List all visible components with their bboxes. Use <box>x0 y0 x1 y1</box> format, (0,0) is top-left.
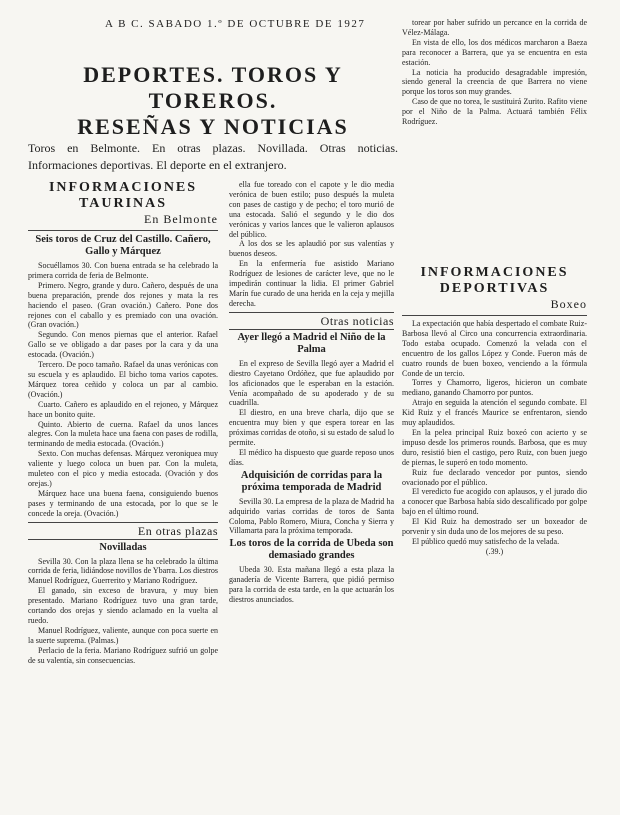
section-subtitle: En Belmonte <box>144 212 218 226</box>
article-headline: Los toros de la corrida de Ubeda son demasiado grandes <box>229 538 394 562</box>
section-box-heading: En otras plazas <box>28 522 218 540</box>
article-paragraph: ella fue toreado con el capote y le dio media verónica de buen estilo; puso después la muleta con pases de castigo y de pecho; el toro murió de una estocada. Salió el segundo y le dio dos verónicas y varios lances que le valieron aplausos del público. <box>229 180 394 239</box>
article-paragraph: En la pelea principal Ruiz boxeó con acierto y se impuso desde los primeros rounds. Barbosa, que es muy duro, resistió bien el castigo, pero Ruiz, con buen juego de piernas, le superó en todo momento. <box>402 427 587 467</box>
column-3-top <box>402 18 587 154</box>
article-headline: Seis toros de Cruz del Castillo. Cañero, Gallo y Márquez <box>35 234 211 257</box>
section-title: INFORMACIONES <box>420 265 569 280</box>
section-title: TAURINAS <box>78 196 168 211</box>
article-paragraph: Perlacio de la feria. Mariano Rodríguez sufrió un golpe de su valentía, sin consecuencias. <box>28 645 218 665</box>
article-paragraph: En el expreso de Sevilla llegó ayer a Madrid el diestro Cayetano Ordóñez, que fue aplaudido por los aficionados que le esperaban en la estación. Venía acompañado de su apoderado y de su cuadrilla. <box>229 358 394 408</box>
article-paragraph: El diestro, en una breve charla, dijo que se encuentra muy bien y que espera torear en las próximas corridas de otoño, si su estado de salud lo permite. <box>229 408 394 448</box>
column-3-bottom <box>402 265 587 800</box>
masthead: A B C. SABADO 1.º DE OCTUBRE DE 1927 <box>105 18 366 30</box>
column-2 <box>229 180 394 800</box>
article-paragraph: El Kid Ruiz ha demostrado ser un boxeador de porvenir y sin duda uno de los mejores de su peso. <box>402 517 587 537</box>
article-paragraph: El público quedó muy satisfecho de la velada. <box>412 536 560 546</box>
article-paragraph: En vista de ello, los dos médicos marcharon a Baeza para reconocer a Barrera, que ya se encuentra en esta estación. <box>402 37 587 67</box>
article-paragraph: Primero. Negro, grande y duro. Cañero, después de una buena preparación, prende dos rejones y mata la res haciendo el paseo. (Gran ovación.) Cañero. Pone dos rejones con el caballo y es premiado con una ovación. (Gran ovación.) <box>28 280 218 330</box>
article-paragraph: Manuel Rodríguez, valiente, aunque con poca suerte en la suerte suprema. (Palmas.) <box>28 625 218 645</box>
article-paragraph: torear por haber sufrido un percance en la corrida de Vélez-Málaga. <box>402 18 587 37</box>
divider <box>28 230 218 231</box>
article-paragraph: Atrajo en seguida la atención el segundo combate. El Kid Ruiz y el francés Maurice se enfrentaron, siendo muy aplaudidos. <box>402 398 587 428</box>
article-paragraph: Sevilla 30. La empresa de la plaza de Madrid ha adquirido varias corridas de toros de Santa Coloma, Pablo Romero, Miura, Concha y Sierra y Villamarta para la próxima temporada. <box>229 496 394 536</box>
article-headline: Ayer llegó a Madrid el Niño de la Palma <box>237 331 386 355</box>
article-paragraph: Ubeda 30. Esta mañana llegó a esta plaza la ganadería de Vicente Barrera, que pidió permiso para la corrida de esta tarde, en la que actuarán los diestros anunciados. <box>229 565 394 605</box>
article-paragraph: El ganado, sin exceso de bravura, y muy bien presentado. Mariano Rodríguez tuvo una gran tarde, cortando dos orejas y siendo aclamado en la vuelta al ruedo. <box>28 586 218 625</box>
article-paragraph: Sexto. Con muchas defensas. Márquez veroniquea muy valiente y luego coloca un buen par. Con la muleta, muleteo con el pico y media estocada. (Ovación y dos orejas.) <box>28 449 218 488</box>
article-paragraph: Tercero. De poco tamaño. Rafael da unas verónicas con su escuela y es aplaudido. El bicho toma varios capotes. Márquez torea ceñido y coloca un par al cambio. (Ovación.) <box>28 360 218 399</box>
headline-line-2: RESEÑAS Y NOTICIAS <box>77 114 349 139</box>
article-paragraph: Caso de que no torea, le sustituirá Zurito. Rafito viene por el Niño de la Palma. Actuará también Félix Rodríguez. <box>402 97 587 127</box>
article-headline: Adquisición de corridas para la próxima temporada de Madrid <box>240 469 383 493</box>
article-paragraph: Torres y Chamorro, ligeros, hicieron un combate mediano, ganando Chamorro por puntos. <box>402 378 587 398</box>
article-paragraph: La noticia ha producido desagradable impresión, siendo general la creencia de que Barrera no viene porque los toros son muy grandes. <box>402 67 587 97</box>
section-subtitle: Boxeo <box>550 297 587 311</box>
section-box-heading: Otras noticias <box>229 312 394 330</box>
article-paragraph: Segundo. Con menos piernas que el anterior. Rafael Gallo se ve obligado a dar pases por la cara y da una estocada. (Ovación.) <box>28 330 218 360</box>
article-paragraph: Márquez hace una buena faena, consiguiendo buenos pases y terminando de una estocada, por lo que se le concede la oreja. (Ovación.) <box>28 488 218 518</box>
article-paragraph: El médico ha dispuesto que guarde reposo unos días. <box>229 447 394 467</box>
article-paragraph: El veredicto fue acogido con aplausos, y el jurado dio a conocer que Barbosa había sido descalificado por golpe bajo en el último round. <box>402 487 587 517</box>
article-paragraph: Ruiz fue declarado vencedor por puntos, siendo ovacionado por el público. <box>402 467 587 487</box>
article-paragraph: Cuarto. Cañero es aplaudido en el rejoneo, y Márquez hace un bonito quite. <box>28 399 218 419</box>
article-paragraph: Sevilla 30. Con la plaza llena se ha celebrado la última corrida de feria, lidiándose novillos de Ybarra. Los diestros Manuel Rodríguez, Guerrerito y Mariano Rodríguez. <box>28 556 218 586</box>
main-headline <box>28 62 398 140</box>
headline-line-1: DEPORTES. TOROS Y TOREROS. <box>83 62 343 113</box>
section-title: DEPORTIVAS <box>439 281 550 296</box>
divider <box>402 315 587 316</box>
article-paragraph: A los dos se les aplaudió por sus valentías y buenos deseos. <box>229 239 394 259</box>
subheadline: Toros en Belmonte. En otras plazas. Novillada. Otras noticias. Informaciones deportivas. El deporte en el extranjero. <box>28 141 398 172</box>
section-title: INFORMACIONES <box>48 180 198 195</box>
article-headline: Novilladas <box>99 541 147 553</box>
article-paragraph: La expectación que había despertado el combate Ruiz-Barbosa llevó al Circo una concurrencia extraordinaria. Todo estaba ocupado. Comenzó la velada con el encuentro de los gallos López y Conde. Fueron más de cuatro rounds de buen boxeo, venciendo a la fórmula Conde de un tercio. <box>402 319 587 378</box>
article-paragraph: Socuéllamos 30. Con buena entrada se ha celebrado la primera corrida de feria de Belmonte. <box>28 261 218 280</box>
page-number: (.39.) <box>485 546 504 556</box>
column-1 <box>28 180 218 800</box>
article-paragraph: En la enfermería fue asistido Mariano Rodríguez de lesiones de carácter leve, que no le impedirán continuar la lidia. El primer Gabriel Marín fue curado de una herida en la ceja y mejilla derecha. <box>229 259 394 308</box>
article-paragraph: Quinto. Abierto de cuerna. Rafael da unos lances alegres. Con la muleta hace una faena con pases de rodilla, terminando de media estocada. (Ovación.) <box>28 419 218 449</box>
